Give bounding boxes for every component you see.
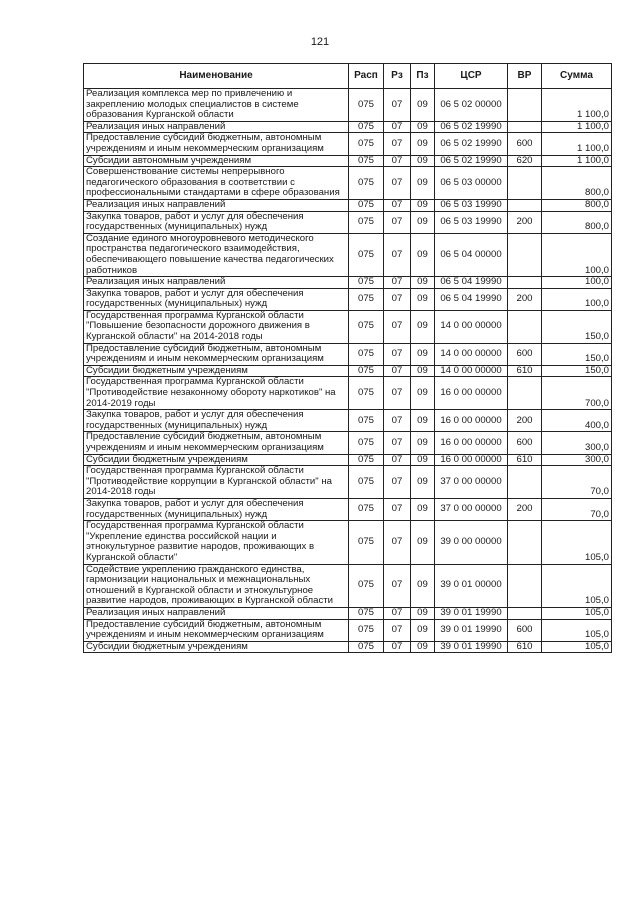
cell-pz: 09 [411, 277, 435, 289]
cell-rz: 07 [384, 466, 411, 499]
cell-pz: 09 [411, 233, 435, 276]
cell-pz: 09 [411, 607, 435, 619]
cell-sum: 1 100,0 [542, 133, 612, 155]
cell-vr [508, 377, 542, 410]
table-row [84, 377, 612, 410]
cell-rasp: 075 [349, 199, 384, 211]
cell-rz: 07 [384, 432, 411, 454]
cell-rasp: 075 [349, 410, 384, 432]
table-row [84, 155, 612, 167]
table-row [84, 211, 612, 233]
cell-csr: 16 0 00 00000 [435, 432, 508, 454]
cell-sum: 1 100,0 [542, 89, 612, 122]
cell-vr [508, 167, 542, 200]
cell-pz: 09 [411, 310, 435, 343]
cell-rasp: 075 [349, 521, 384, 564]
cell-rasp: 075 [349, 365, 384, 377]
cell-sum: 105,0 [542, 641, 612, 653]
cell-vr: 600 [508, 343, 542, 365]
cell-vr [508, 466, 542, 499]
cell-rz: 07 [384, 641, 411, 653]
cell-rz: 07 [384, 365, 411, 377]
cell-name: Реализация комплекса мер по привлечению и закреплению молодых специалистов в системе образования Курганской области [84, 89, 349, 122]
cell-pz: 09 [411, 432, 435, 454]
cell-rz: 07 [384, 211, 411, 233]
cell-sum: 150,0 [542, 310, 612, 343]
cell-vr: 200 [508, 410, 542, 432]
cell-vr [508, 199, 542, 211]
header-name: Наименование [84, 64, 349, 89]
cell-pz: 09 [411, 133, 435, 155]
cell-rz: 07 [384, 167, 411, 200]
cell-sum: 150,0 [542, 343, 612, 365]
cell-name: Содействие укреплению гражданского единства, гармонизации национальных и межнациональных отношений в Курганской области и этнокультурное развитие народов, проживающих в Курганской области [84, 564, 349, 607]
cell-sum: 100,0 [542, 277, 612, 289]
cell-name: Закупка товаров, работ и услуг для обеспечения государственных (муниципальных) нужд [84, 211, 349, 233]
cell-csr: 06 5 02 19990 [435, 133, 508, 155]
table-row [84, 521, 612, 564]
cell-vr: 600 [508, 619, 542, 641]
cell-csr: 16 0 00 00000 [435, 410, 508, 432]
cell-name: Государственная программа Курганской области "Противодействие незаконному обороту наркотиков" на 2014-2019 годы [84, 377, 349, 410]
cell-name: Субсидии бюджетным учреждениям [84, 454, 349, 466]
cell-name: Субсидии бюджетным учреждениям [84, 365, 349, 377]
cell-name: Совершенствование системы непрерывного педагогического образования в соответствии с профессиональными стандартами в сфере образования [84, 167, 349, 200]
cell-pz: 09 [411, 641, 435, 653]
cell-name: Закупка товаров, работ и услуг для обеспечения государственных (муниципальных) нужд [84, 498, 349, 520]
table-row [84, 607, 612, 619]
cell-name: Закупка товаров, работ и услуг для обеспечения государственных (муниципальных) нужд [84, 410, 349, 432]
cell-csr: 16 0 00 00000 [435, 454, 508, 466]
cell-rasp: 075 [349, 377, 384, 410]
cell-rz: 07 [384, 410, 411, 432]
table-row [84, 121, 612, 133]
cell-sum: 800,0 [542, 211, 612, 233]
cell-pz: 09 [411, 121, 435, 133]
cell-vr: 200 [508, 498, 542, 520]
header-sum: Сумма [542, 64, 612, 89]
header-rasp: Расп [349, 64, 384, 89]
cell-sum: 105,0 [542, 607, 612, 619]
cell-sum: 400,0 [542, 410, 612, 432]
cell-pz: 09 [411, 211, 435, 233]
cell-sum: 100,0 [542, 233, 612, 276]
cell-name: Реализация иных направлений [84, 607, 349, 619]
table-row [84, 410, 612, 432]
cell-name: Предоставление субсидий бюджетным, автономным учреждениям и иным некоммерческим организациям [84, 619, 349, 641]
cell-rz: 07 [384, 310, 411, 343]
cell-rasp: 075 [349, 133, 384, 155]
cell-rasp: 075 [349, 454, 384, 466]
cell-rasp: 075 [349, 641, 384, 653]
table-header-row [84, 64, 612, 89]
cell-csr: 16 0 00 00000 [435, 377, 508, 410]
cell-pz: 09 [411, 199, 435, 211]
cell-csr: 06 5 04 19990 [435, 277, 508, 289]
cell-name: Создание единого многоуровневого методического пространства педагогического взаимодействия, обеспечивающего повышение качества педагогических работников [84, 233, 349, 276]
cell-sum: 300,0 [542, 432, 612, 454]
cell-rasp: 075 [349, 233, 384, 276]
cell-name: Реализация иных направлений [84, 277, 349, 289]
cell-vr [508, 521, 542, 564]
cell-pz: 09 [411, 155, 435, 167]
header-rz: Рз [384, 64, 411, 89]
cell-rz: 07 [384, 133, 411, 155]
header-csr: ЦСР [435, 64, 508, 89]
cell-csr: 39 0 01 19990 [435, 641, 508, 653]
cell-vr: 600 [508, 432, 542, 454]
cell-vr [508, 121, 542, 133]
cell-rasp: 075 [349, 288, 384, 310]
cell-vr: 200 [508, 211, 542, 233]
cell-csr: 37 0 00 00000 [435, 466, 508, 499]
cell-name: Реализация иных направлений [84, 199, 349, 211]
cell-rz: 07 [384, 277, 411, 289]
cell-rasp: 075 [349, 343, 384, 365]
cell-rasp: 075 [349, 310, 384, 343]
cell-csr: 06 5 03 19990 [435, 211, 508, 233]
cell-rz: 07 [384, 233, 411, 276]
cell-name: Закупка товаров, работ и услуг для обеспечения государственных (муниципальных) нужд [84, 288, 349, 310]
cell-rasp: 075 [349, 121, 384, 133]
cell-vr [508, 89, 542, 122]
table-row [84, 365, 612, 377]
cell-sum: 105,0 [542, 521, 612, 564]
cell-rasp: 075 [349, 607, 384, 619]
cell-name: Государственная программа Курганской области "Противодействие коррупции в Курганской области" на 2014-2018 годы [84, 466, 349, 499]
cell-sum: 70,0 [542, 466, 612, 499]
table-row [84, 277, 612, 289]
cell-rz: 07 [384, 199, 411, 211]
cell-name: Предоставление субсидий бюджетным, автономным учреждениям и иным некоммерческим организациям [84, 133, 349, 155]
cell-rasp: 075 [349, 432, 384, 454]
cell-rasp: 075 [349, 619, 384, 641]
cell-sum: 150,0 [542, 365, 612, 377]
table-row [84, 466, 612, 499]
cell-rz: 07 [384, 498, 411, 520]
cell-rz: 07 [384, 564, 411, 607]
cell-rasp: 075 [349, 564, 384, 607]
table-row [84, 432, 612, 454]
table-row [84, 343, 612, 365]
cell-rasp: 075 [349, 211, 384, 233]
cell-name: Субсидии автономным учреждениям [84, 155, 349, 167]
cell-pz: 09 [411, 410, 435, 432]
cell-csr: 06 5 02 00000 [435, 89, 508, 122]
table-row [84, 199, 612, 211]
cell-rz: 07 [384, 155, 411, 167]
cell-pz: 09 [411, 466, 435, 499]
cell-csr: 06 5 03 19990 [435, 199, 508, 211]
table-body [84, 89, 612, 653]
cell-name: Реализация иных направлений [84, 121, 349, 133]
cell-csr: 14 0 00 00000 [435, 365, 508, 377]
cell-rz: 07 [384, 454, 411, 466]
table-row [84, 133, 612, 155]
cell-csr: 14 0 00 00000 [435, 343, 508, 365]
budget-table [83, 63, 612, 653]
cell-sum: 800,0 [542, 199, 612, 211]
cell-vr [508, 233, 542, 276]
page-number: 121 [310, 36, 330, 48]
cell-pz: 09 [411, 564, 435, 607]
cell-vr: 610 [508, 365, 542, 377]
cell-csr: 37 0 00 00000 [435, 498, 508, 520]
cell-pz: 09 [411, 167, 435, 200]
cell-pz: 09 [411, 89, 435, 122]
cell-rasp: 075 [349, 498, 384, 520]
cell-sum: 700,0 [542, 377, 612, 410]
cell-csr: 06 5 02 19990 [435, 155, 508, 167]
table-row [84, 233, 612, 276]
cell-sum: 300,0 [542, 454, 612, 466]
cell-rz: 07 [384, 607, 411, 619]
cell-sum: 105,0 [542, 619, 612, 641]
table-row [84, 641, 612, 653]
table-row [84, 454, 612, 466]
cell-sum: 105,0 [542, 564, 612, 607]
cell-csr: 39 0 01 19990 [435, 619, 508, 641]
cell-name: Предоставление субсидий бюджетным, автономным учреждениям и иным некоммерческим организациям [84, 432, 349, 454]
cell-sum: 70,0 [542, 498, 612, 520]
cell-csr: 14 0 00 00000 [435, 310, 508, 343]
cell-rz: 07 [384, 619, 411, 641]
table-row [84, 310, 612, 343]
cell-pz: 09 [411, 365, 435, 377]
cell-rasp: 075 [349, 89, 384, 122]
cell-pz: 09 [411, 619, 435, 641]
cell-rz: 07 [384, 377, 411, 410]
cell-csr: 06 5 04 19990 [435, 288, 508, 310]
cell-rz: 07 [384, 343, 411, 365]
cell-vr [508, 607, 542, 619]
cell-vr: 610 [508, 454, 542, 466]
cell-vr [508, 277, 542, 289]
table-row [84, 167, 612, 200]
cell-pz: 09 [411, 377, 435, 410]
cell-vr: 600 [508, 133, 542, 155]
cell-rz: 07 [384, 521, 411, 564]
cell-vr: 610 [508, 641, 542, 653]
cell-sum: 1 100,0 [542, 155, 612, 167]
cell-rasp: 075 [349, 167, 384, 200]
table-row [84, 498, 612, 520]
cell-csr: 06 5 03 00000 [435, 167, 508, 200]
cell-rz: 07 [384, 121, 411, 133]
cell-pz: 09 [411, 498, 435, 520]
cell-rz: 07 [384, 288, 411, 310]
table-row [84, 288, 612, 310]
cell-sum: 1 100,0 [542, 121, 612, 133]
cell-pz: 09 [411, 454, 435, 466]
table-row [84, 619, 612, 641]
cell-pz: 09 [411, 521, 435, 564]
cell-csr: 06 5 04 00000 [435, 233, 508, 276]
cell-vr: 620 [508, 155, 542, 167]
cell-name: Государственная программа Курганской области "Укрепление единства российской нации и этнокультурное развитие народов, проживающих в Курганской области" [84, 521, 349, 564]
cell-rasp: 075 [349, 277, 384, 289]
header-vr: ВР [508, 64, 542, 89]
cell-rz: 07 [384, 89, 411, 122]
cell-vr [508, 310, 542, 343]
cell-csr: 39 0 01 19990 [435, 607, 508, 619]
cell-csr: 06 5 02 19990 [435, 121, 508, 133]
cell-csr: 39 0 00 00000 [435, 521, 508, 564]
cell-sum: 100,0 [542, 288, 612, 310]
cell-name: Государственная программа Курганской области "Повышение безопасности дорожного движения в Курганской области" на 2014-2018 годы [84, 310, 349, 343]
cell-rasp: 075 [349, 466, 384, 499]
cell-name: Субсидии бюджетным учреждениям [84, 641, 349, 653]
cell-vr [508, 564, 542, 607]
table-row [84, 89, 612, 122]
cell-vr: 200 [508, 288, 542, 310]
cell-pz: 09 [411, 343, 435, 365]
cell-sum: 800,0 [542, 167, 612, 200]
cell-csr: 39 0 01 00000 [435, 564, 508, 607]
header-pz: Пз [411, 64, 435, 89]
table-row [84, 564, 612, 607]
cell-pz: 09 [411, 288, 435, 310]
cell-rasp: 075 [349, 155, 384, 167]
cell-name: Предоставление субсидий бюджетным, автономным учреждениям и иным некоммерческим организациям [84, 343, 349, 365]
